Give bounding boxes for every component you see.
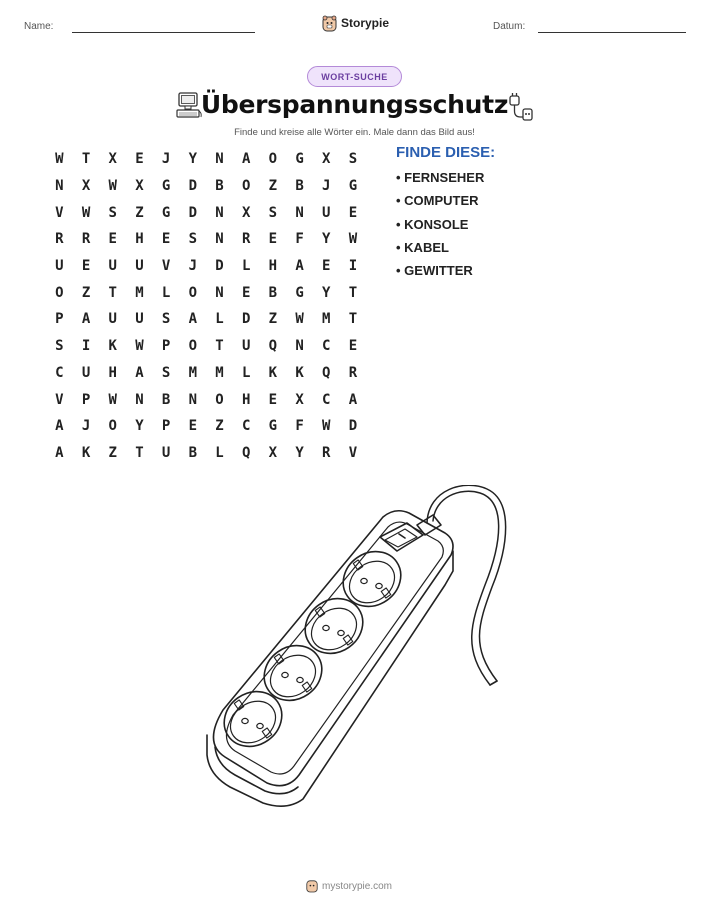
- date-line[interactable]: [538, 32, 686, 33]
- grid-letter[interactable]: R: [81, 231, 91, 248]
- grid-letter[interactable]: X: [81, 178, 91, 195]
- grid-letter[interactable]: O: [108, 418, 117, 435]
- grid-letter[interactable]: S: [348, 151, 358, 168]
- grid-letter[interactable]: K: [268, 364, 278, 381]
- grid-letter[interactable]: Q: [241, 444, 251, 461]
- grid-letter[interactable]: T: [108, 284, 117, 301]
- grid-letter[interactable]: Q: [268, 338, 278, 355]
- grid-letter[interactable]: D: [188, 204, 197, 221]
- grid-letter[interactable]: L: [241, 258, 251, 275]
- grid-letter[interactable]: Z: [268, 311, 278, 328]
- grid-letter[interactable]: A: [55, 444, 64, 461]
- grid-letter[interactable]: D: [215, 258, 224, 275]
- grid-letter[interactable]: W: [295, 311, 304, 328]
- word-list: [396, 170, 484, 286]
- brand-name: Storypie: [341, 16, 390, 30]
- grid-letter[interactable]: B: [161, 391, 171, 408]
- grid-letter[interactable]: N: [188, 391, 197, 408]
- grid-letter[interactable]: O: [55, 284, 64, 301]
- grid-letter[interactable]: N: [295, 338, 304, 355]
- grid-letter[interactable]: E: [108, 231, 117, 248]
- grid-letter[interactable]: E: [241, 284, 251, 301]
- grid-letter[interactable]: R: [322, 444, 331, 461]
- grid-letter[interactable]: D: [241, 311, 251, 328]
- grid-letter[interactable]: D: [348, 418, 358, 435]
- word-list-heading: FINDE DIESE:: [396, 144, 496, 161]
- grid-letter[interactable]: Y: [295, 444, 304, 461]
- grid-letter[interactable]: O: [188, 338, 197, 355]
- grid-letter[interactable]: Z: [268, 178, 278, 195]
- grid-letter[interactable]: S: [55, 338, 64, 355]
- grid-letter[interactable]: N: [215, 231, 224, 248]
- grid-letter[interactable]: O: [215, 391, 224, 408]
- grid-letter[interactable]: U: [108, 258, 117, 275]
- word-search-grid[interactable]: [46, 146, 366, 466]
- grid-letter[interactable]: I: [81, 338, 91, 355]
- grid-letter[interactable]: T: [348, 284, 358, 301]
- grid-letter[interactable]: E: [348, 338, 358, 355]
- grid-letter[interactable]: W: [135, 338, 144, 355]
- grid-letter[interactable]: N: [215, 151, 224, 168]
- grid-letter[interactable]: X: [295, 391, 304, 408]
- grid-letter[interactable]: L: [241, 364, 251, 381]
- grid-letter[interactable]: O: [268, 151, 278, 168]
- grid-letter[interactable]: X: [108, 151, 117, 168]
- word-list-item: • KABEL: [396, 239, 449, 255]
- grid-letter[interactable]: E: [161, 231, 171, 248]
- grid-letter[interactable]: M: [322, 311, 331, 328]
- grid-letter[interactable]: B: [215, 178, 224, 195]
- grid-letter[interactable]: Y: [322, 231, 331, 248]
- grid-letter[interactable]: P: [161, 418, 171, 435]
- grid-letter[interactable]: E: [188, 418, 197, 435]
- footer: [306, 879, 392, 893]
- grid-letter[interactable]: B: [268, 284, 278, 301]
- name-label: Name:: [24, 21, 54, 32]
- grid-letter[interactable]: C: [322, 338, 331, 355]
- grid-letter[interactable]: C: [241, 418, 251, 435]
- power-strip-illustration[interactable]: [195, 485, 515, 815]
- grid-letter[interactable]: U: [135, 311, 144, 328]
- grid-letter[interactable]: N: [55, 178, 64, 195]
- grid-letter[interactable]: W: [322, 418, 331, 435]
- grid-letter[interactable]: Z: [135, 204, 144, 221]
- grid-letter[interactable]: Z: [81, 284, 91, 301]
- grid-letter[interactable]: H: [135, 231, 144, 248]
- grid-letter[interactable]: R: [348, 364, 358, 381]
- grid-letter[interactable]: U: [322, 204, 331, 221]
- grid-letter[interactable]: M: [215, 364, 224, 381]
- grid-letter[interactable]: S: [188, 231, 197, 248]
- grid-letter[interactable]: J: [188, 258, 197, 275]
- grid-letter[interactable]: A: [241, 151, 251, 168]
- grid-letter[interactable]: U: [108, 311, 117, 328]
- grid-letter[interactable]: V: [55, 391, 64, 408]
- word-list-item: • FERNSEHER: [396, 170, 485, 185]
- instructions: Finde und kreise alle Wörter ein. Male dann das Bild aus!: [234, 127, 475, 138]
- grid-letter[interactable]: E: [268, 231, 278, 248]
- grid-letter[interactable]: Y: [135, 418, 144, 435]
- grid-letter[interactable]: P: [81, 391, 91, 408]
- grid-letter[interactable]: L: [215, 311, 224, 328]
- brand-logo: [322, 13, 389, 33]
- grid-letter[interactable]: N: [215, 204, 224, 221]
- grid-letter[interactable]: A: [55, 418, 64, 435]
- grid-letter[interactable]: Y: [322, 284, 331, 301]
- grid-letter[interactable]: M: [135, 284, 144, 301]
- grid-letter[interactable]: W: [108, 391, 117, 408]
- grid-letter[interactable]: M: [188, 364, 197, 381]
- grid-letter[interactable]: E: [348, 204, 358, 221]
- grid-letter[interactable]: J: [322, 178, 331, 195]
- grid-letter[interactable]: N: [135, 391, 144, 408]
- bear-mascot-icon: [322, 15, 337, 32]
- plug-icon: [506, 92, 534, 122]
- grid-letter[interactable]: F: [295, 418, 304, 435]
- grid-letter[interactable]: W: [81, 204, 91, 221]
- word-list-item: • KONSOLE: [396, 216, 469, 232]
- grid-letter[interactable]: K: [81, 444, 91, 461]
- grid-letter[interactable]: B: [295, 178, 304, 195]
- grid-letter[interactable]: A: [188, 311, 197, 328]
- grid-letter[interactable]: S: [161, 364, 171, 381]
- grid-letter[interactable]: Q: [322, 364, 331, 381]
- grid-letter[interactable]: P: [161, 338, 171, 355]
- word-list-item: • COMPUTER: [396, 193, 479, 209]
- grid-letter[interactable]: L: [161, 284, 171, 301]
- grid-letter[interactable]: N: [295, 204, 304, 221]
- grid-letter[interactable]: H: [241, 391, 251, 408]
- grid-letter[interactable]: V: [55, 204, 64, 221]
- grid-letter[interactable]: E: [81, 258, 91, 275]
- grid-letter[interactable]: V: [348, 444, 358, 461]
- grid-letter[interactable]: L: [215, 444, 224, 461]
- grid-letter[interactable]: V: [161, 258, 171, 275]
- grid-letter[interactable]: K: [295, 364, 304, 381]
- grid-letter[interactable]: G: [161, 178, 171, 195]
- page-title: Überspannungsschutz: [200, 90, 509, 119]
- socket: [214, 680, 293, 757]
- grid-letter[interactable]: U: [135, 258, 144, 275]
- grid-letter[interactable]: S: [108, 204, 117, 221]
- grid-letter[interactable]: U: [55, 258, 64, 275]
- grid-letter[interactable]: X: [241, 204, 251, 221]
- grid-letter[interactable]: H: [108, 364, 117, 381]
- grid-letter[interactable]: Y: [188, 151, 197, 168]
- grid-letter[interactable]: X: [268, 444, 278, 461]
- grid-letter[interactable]: K: [108, 338, 117, 355]
- grid-letter[interactable]: W: [55, 151, 64, 168]
- grid-letter[interactable]: B: [188, 444, 197, 461]
- grid-letter[interactable]: G: [348, 178, 358, 195]
- grid-letter[interactable]: A: [348, 391, 358, 408]
- socket: [254, 634, 333, 711]
- grid-letter[interactable]: A: [135, 364, 144, 381]
- grid-letter[interactable]: E: [322, 258, 331, 275]
- grid-letter[interactable]: T: [348, 311, 358, 328]
- grid-letter[interactable]: S: [161, 311, 171, 328]
- grid-letter[interactable]: U: [81, 364, 91, 381]
- grid-letter[interactable]: J: [161, 151, 171, 168]
- grid-letter[interactable]: T: [135, 444, 144, 461]
- grid-letter[interactable]: S: [268, 204, 278, 221]
- grid-letter[interactable]: N: [215, 284, 224, 301]
- grid-letter[interactable]: F: [295, 231, 304, 248]
- grid-letter[interactable]: W: [108, 178, 117, 195]
- date-label: Datum:: [493, 21, 526, 32]
- grid-letter[interactable]: G: [268, 418, 278, 435]
- grid-letter[interactable]: Z: [215, 418, 224, 435]
- grid-letter[interactable]: T: [215, 338, 224, 355]
- grid-letter[interactable]: Z: [108, 444, 117, 461]
- footer-url[interactable]: mystorypie.com: [322, 880, 393, 892]
- grid-letter[interactable]: G: [161, 204, 171, 221]
- grid-letter[interactable]: I: [348, 258, 358, 275]
- grid-letter[interactable]: X: [135, 178, 144, 195]
- grid-letter[interactable]: C: [322, 391, 331, 408]
- word-list-item: • GEWITTER: [396, 263, 473, 279]
- grid-letter[interactable]: E: [268, 391, 278, 408]
- grid-letter[interactable]: A: [295, 258, 304, 275]
- grid-letter[interactable]: C: [55, 364, 64, 381]
- grid-letter[interactable]: G: [295, 151, 304, 168]
- grid-letter[interactable]: U: [161, 444, 171, 461]
- wort-suche-badge: WORT-SUCHE: [307, 66, 402, 87]
- grid-letter[interactable]: O: [241, 178, 251, 195]
- grid-letter[interactable]: R: [55, 231, 64, 248]
- grid-letter[interactable]: E: [135, 151, 144, 168]
- grid-letter[interactable]: A: [81, 311, 91, 328]
- grid-letter[interactable]: G: [295, 284, 304, 301]
- bear-mascot-icon: [306, 879, 318, 893]
- name-line[interactable]: [72, 32, 255, 33]
- grid-letter[interactable]: T: [81, 151, 91, 168]
- grid-letter[interactable]: D: [188, 178, 197, 195]
- grid-letter[interactable]: R: [241, 231, 251, 248]
- grid-letter[interactable]: P: [55, 311, 64, 328]
- grid-letter[interactable]: H: [268, 258, 278, 275]
- grid-letter[interactable]: X: [322, 151, 331, 168]
- grid-letter[interactable]: J: [81, 418, 91, 435]
- grid-letter[interactable]: O: [188, 284, 197, 301]
- grid-letter[interactable]: W: [348, 231, 358, 248]
- grid-letter[interactable]: U: [241, 338, 251, 355]
